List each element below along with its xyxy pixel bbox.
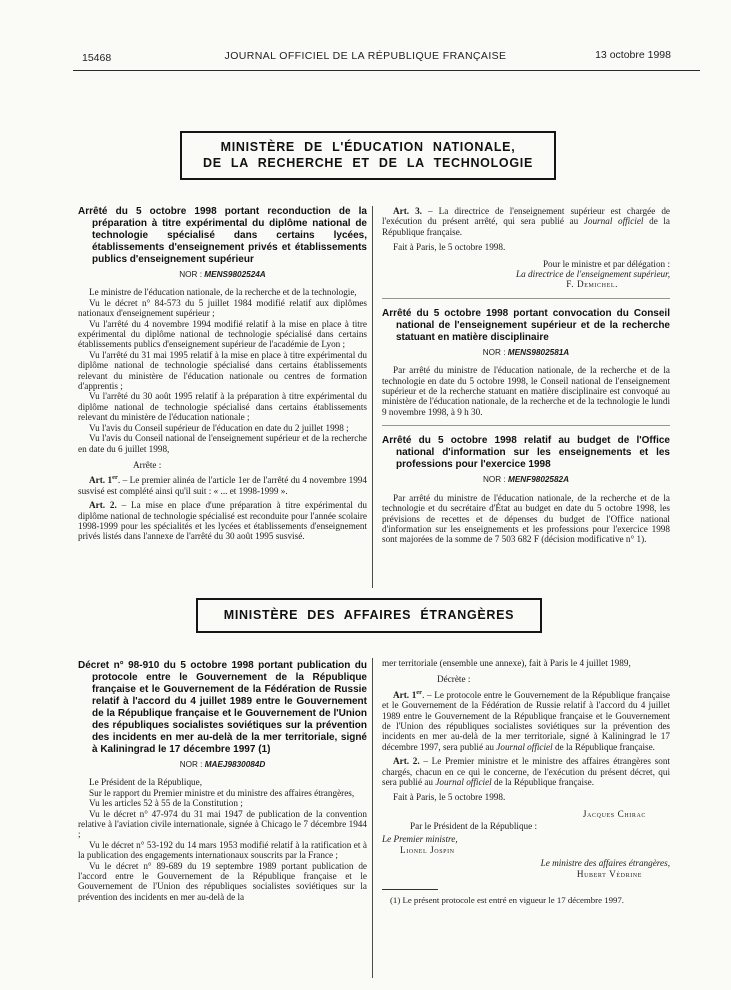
- signature-delegation: Pour le ministre et par délégation :: [542, 258, 670, 269]
- article-2-label: Art. 2.: [89, 500, 117, 511]
- arrete-convocation-title: Arrêté du 5 octobre 1998 portant convocation du Conseil national de l'enseignement supérieur et de la recherche statuant en matière disciplinaire: [382, 307, 670, 343]
- nor-label: NOR :: [179, 760, 203, 769]
- ministry-education-box: [180, 131, 556, 180]
- decret-preamble-2: Sur le rapport du Premier ministre et du ministre des affaires étrangères,: [89, 787, 355, 798]
- nor-code: MAEJ9830084D: [204, 760, 266, 769]
- page-number: 15468: [82, 52, 112, 64]
- journal-officiel-italic: Journal officiel: [583, 216, 644, 227]
- ministry-education-line1: MINISTÈRE DE L'ÉDUCATION NATIONALE,: [220, 140, 516, 154]
- arrete-budget-body: Par arrêté du ministre de l'éducation nationale, de la recherche et de la technologie et du secrétaire d'État au budget en date du 5 octobre 1998, les prévisions de recettes et de dépenses du budget de l'Office national d'information sur les enseignements et les professions pour l'exercice 1998 sont majorées de la somme de 7 503 682 F (décision modificative n° 1).: [382, 492, 670, 545]
- arrete-budget-title: Arrêté du 5 octobre 1998 relatif au budget de l'Office national d'information sur les enseignements et les professions pour l'exercice 1998: [382, 435, 670, 471]
- issue-date: 13 octobre 1998: [595, 49, 671, 61]
- column-divider-top: [372, 206, 373, 588]
- decret-title: Décret n° 98-910 du 5 octobre 1998 portant publication du protocole entre le Gouvernement de la République française et le Gouvernement de la Fédération de Russie relatif à l'accord du 4 juillet 1989 entre le Gouvernement de la République française et le Gouvernement de l'Union des républiques socialistes soviétiques sur la prévention des incidents en mer au-delà de la mer territoriale, signé à Kaliningrad le 17 décembre 1997 (1): [78, 660, 367, 755]
- paragraph-ministre: Le ministre de l'éducation nationale, de la recherche et de la technologie,: [89, 287, 357, 298]
- ministry-foreign-affairs-box: [196, 598, 542, 633]
- article-1-sup: er: [112, 474, 118, 482]
- paragraph-vu-1: Vu le décret n° 84-573 du 5 juillet 1984 modifié relatif aux diplômes nationaux d'enseignement supérieur ;: [78, 297, 367, 319]
- journal-title: JOURNAL OFFICIEL DE LA RÉPUBLIQUE FRANÇAISE: [224, 50, 507, 62]
- decret-article-1-sup: er: [416, 688, 423, 696]
- decree-word-decrete: Décrète :: [437, 674, 471, 685]
- paragraph-vu-2: Vu l'arrêté du 4 novembre 1994 modifié relatif à la mise en place à titre expérimental du diplôme national de technologie spécialisé dans certains établissements publics d'enseignement supérieur de l'académie de Lyon ;: [78, 318, 367, 350]
- signature-jospin: Lionel Jospin: [400, 845, 455, 856]
- nor-code: MENF9802582A: [508, 475, 569, 485]
- column-divider-bottom: [372, 658, 373, 978]
- section-divider-1: [382, 298, 670, 299]
- ministry-foreign-affairs-line: MINISTÈRE DES AFFAIRES ÉTRANGÈRES: [223, 608, 515, 622]
- nor-code: MENS9802524A: [204, 270, 266, 279]
- decret-article-1-text-after: de la République française.: [552, 741, 655, 752]
- signature-chirac: Jacques Chirac: [582, 808, 646, 819]
- fait-a-paris-1: Fait à Paris, le 5 octobre 1998.: [393, 242, 506, 253]
- nor-code: MENS9802581A: [507, 347, 570, 357]
- journal-officiel-italic: Journal officiel: [496, 741, 553, 752]
- decret-preamble-6: Vu le décret n° 89-689 du 19 septembre 1989 portant publication de l'accord entre le Gouvernement de la République française et le Gouvernement de l'Union des républiques socialistes soviétiques sur la prévention des incidents en mer au-delà de la: [78, 860, 367, 902]
- decret-preamble-5: Vu le décret n° 53-192 du 14 mars 1953 modifié relatif à la ratification et à la publication des engagements internationaux souscrits par la France ;: [78, 839, 367, 861]
- article-3-text-after: de la République française.: [382, 216, 670, 237]
- section-divider-2: [382, 425, 670, 426]
- decret-preamble-3: Vu les articles 52 à 55 de la Constitution ;: [89, 798, 243, 809]
- column-left-top: [78, 206, 367, 594]
- decret-continuation: mer territoriale (ensemble une annexe), fait à Paris le 4 juillet 1989,: [382, 658, 631, 668]
- signature-mae-title: Le ministre des affaires étrangères,: [540, 857, 670, 868]
- article-3-text-before: – La directrice de l'enseignement supérieur est chargée de l'exécution du présent arrêté, qui sera publié au: [382, 206, 670, 227]
- signature-demichel: F. Demichel.: [566, 279, 618, 290]
- column-right-top: [382, 206, 670, 594]
- signature-pm-title: Le Premier ministre,: [382, 833, 458, 844]
- decree-word-arrete: Arrête :: [133, 459, 162, 470]
- decret-article-2-text-before: – Le Premier ministre et le ministre des affaires étrangères sont chargés, chacun en ce qui le concerne, de l'exécution du présent décret, qui sera publié au: [382, 756, 670, 788]
- decret-preamble-4: Vu le décret n° 47-974 du 31 mai 1947 de publication de la convention relative à l'aviation civile internationale, signée à Chicago le 7 décembre 1944 ;: [78, 808, 367, 840]
- article-1-label: Art. 1: [89, 475, 113, 486]
- journal-officiel-italic: Journal officiel: [435, 777, 492, 788]
- signature-directrice-title: La directrice de l'enseignement supérieur,: [516, 269, 670, 280]
- column-left-bottom: [78, 660, 367, 982]
- nor-label: NOR :: [482, 347, 506, 357]
- signature-par-president: Par le Président de la République :: [410, 821, 538, 832]
- article-3: [382, 206, 670, 237]
- signature-vedrine: Hubert Védrine: [576, 868, 642, 879]
- arrete-budget-nor: [382, 475, 670, 485]
- article-3-label: Art. 3.: [393, 206, 422, 216]
- footnote-rule: [382, 889, 438, 890]
- paragraph-vu-5: Vu l'avis du Conseil supérieur de l'éducation en date du 2 juillet 1998 ;: [89, 422, 349, 433]
- footnote-text: (1) Le présent protocole est entré en vigueur le 17 décembre 1997.: [390, 895, 625, 906]
- decret-article-2: [382, 756, 670, 787]
- decret-article-2-label: Art. 2.: [393, 756, 420, 767]
- decret-nor: [78, 760, 367, 770]
- paragraph-vu-3: Vu l'arrêté du 31 mai 1995 relatif à la mise en place à titre expérimental du diplôme national de technologie spécialisé dans certains établissements relevant du ministère de l'éducation nationale ou centres de formation d'apprentis ;: [78, 349, 367, 392]
- article-1-text: . – Le premier alinéa de l'article 1er de l'arrêté du 4 novembre 1994 susvisé est complété ainsi qu'il suit : « ... et 1998-1999 ».: [78, 475, 367, 496]
- arrete-budget-section: [382, 435, 670, 544]
- arrete-convocation-section: [382, 308, 670, 417]
- paragraph-vu-4: Vu l'arrêté du 30 août 1995 relatif à la préparation à titre expérimental du diplôme national de technologie spécialisé dans certains établissements relevant du ministère de l'éducation nationale ;: [78, 391, 367, 423]
- decret-preamble-1: Le Président de la République,: [89, 777, 203, 788]
- ministry-education-line2: DE LA RECHERCHE ET DE LA TECHNOLOGIE: [203, 156, 533, 170]
- decret-article-2-text-after: de la République française.: [491, 777, 595, 788]
- arrete-reconduction-nor: [78, 270, 367, 280]
- header-rule: [73, 70, 700, 71]
- paragraph-vu-6: Vu l'avis du Conseil national de l'enseignement supérieur et de la recherche en date du 6 juillet 1998,: [78, 433, 367, 454]
- decret-article-1-label: Art. 1: [393, 689, 417, 700]
- fait-a-paris-2: Fait à Paris, le 5 octobre 1998.: [393, 792, 506, 803]
- article-1: [78, 475, 367, 496]
- nor-label: NOR :: [179, 270, 202, 279]
- decret-article-1: [382, 690, 670, 752]
- decret-article-1-text-before: . – Le protocole entre le Gouvernement de la République française et le Gouvernement de la Fédération de Russie relatif à l'accord du 4 juillet 1989 entre le Gouvernement de la République française et le Gouvernement de l'Union des républiques socialistes soviétiques sur la prévention des incidents en mer au-delà de la mer territoriale, signé à Kaliningrad le 17 décembre 1997, sera publié au: [382, 689, 670, 752]
- column-right-bottom: [382, 658, 670, 983]
- article-2-text: – La mise en place d'une préparation à titre expérimental du diplôme national de technologie spécialisé est reconduite pour l'année scolaire 1998-1999 pour les spécialités et les lycées et établissements d'enseignement privés listés dans l'annexe de l'arrêté du 30 août 1995 susvisé.: [78, 500, 367, 542]
- article-2: [78, 500, 367, 542]
- arrete-convocation-nor: [382, 348, 670, 358]
- arrete-convocation-body: Par arrêté du ministre de l'éducation nationale, de la recherche et de la technologie en date du 5 octobre 1998, le Conseil national de l'enseignement supérieur et de la recherche statuant en matière disciplinaire est convoqué au ministère de l'éducation nationale, de la recherche et de la technologie le lundi 9 novembre 1998, à 9 h 30.: [382, 365, 670, 417]
- nor-label: NOR :: [482, 475, 506, 485]
- arrete-reconduction-title: Arrêté du 5 octobre 1998 portant reconduction de la préparation à titre expérimental du diplôme national de technologie spécialisé dans certains lycées, établissements d'enseignement privés et établissements publics d'enseignement supérieur: [78, 206, 367, 265]
